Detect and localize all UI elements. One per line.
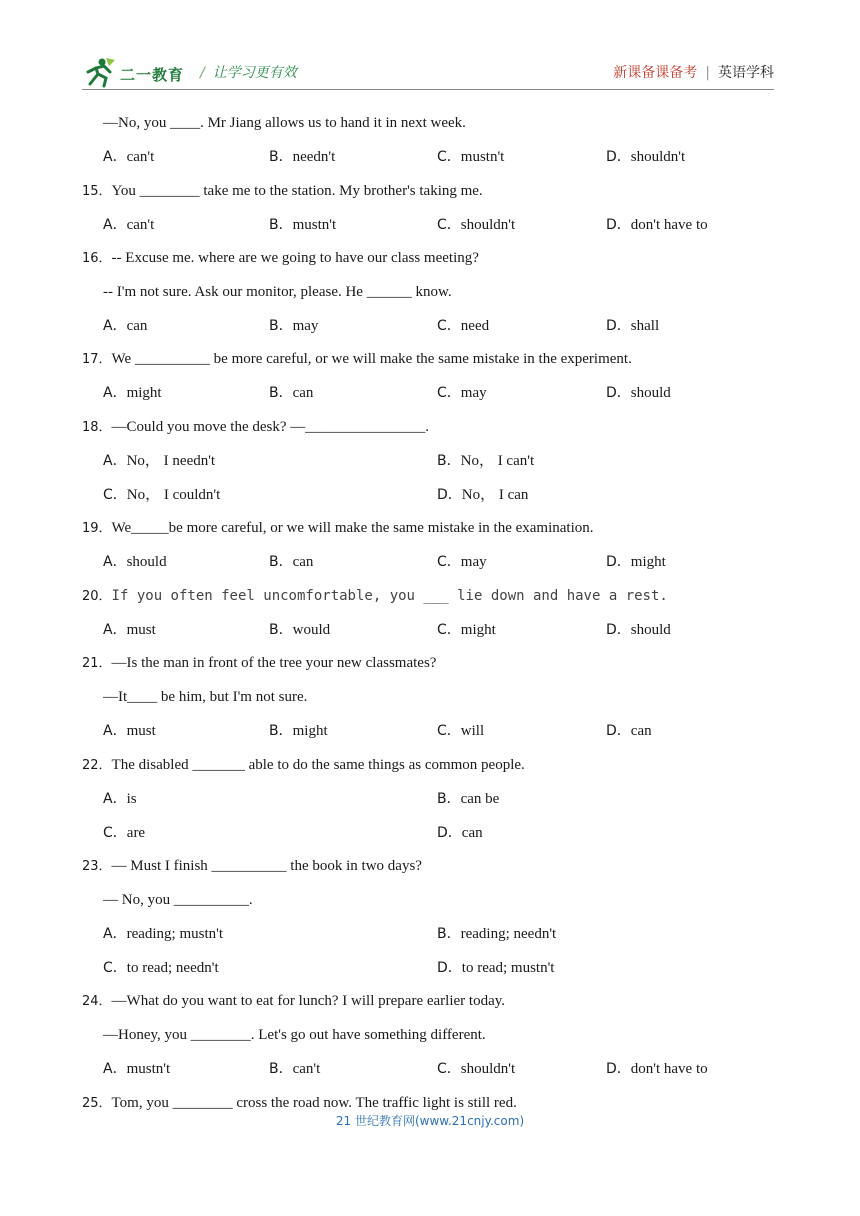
q15-option-d: D．don't have to xyxy=(606,217,708,233)
q14-option-b: B．needn't xyxy=(269,149,336,165)
header-course-label: 新课备课备考 xyxy=(613,65,698,81)
q23-line-2: — No, you __________. xyxy=(103,892,253,908)
q22-option-d: D．can xyxy=(437,825,483,841)
page-header xyxy=(82,54,774,90)
q14-option-c: C．mustn't xyxy=(437,149,505,165)
q24-option-d: D．don't have to xyxy=(606,1061,708,1077)
q21-stem: 21．—Is the man in front of the tree your new classmates? xyxy=(82,655,437,671)
q18-option-a: A．No， I needn't xyxy=(103,453,216,469)
slogan xyxy=(200,62,297,82)
q21-option-c: C．will xyxy=(437,723,485,739)
q17-option-b: B．can xyxy=(269,385,314,401)
q20-option-d: D．should xyxy=(606,622,671,638)
q14-option-a: A．can't xyxy=(103,149,155,165)
header-subject-label: 英语学科 xyxy=(718,65,774,81)
q20-stem: 20．If you often feel uncomfortable, you ___ lie down and have a rest. xyxy=(82,588,668,604)
slogan-separator: / xyxy=(200,65,205,81)
q22-option-c: C．are xyxy=(103,825,146,841)
q24-option-b: B．can't xyxy=(269,1061,321,1077)
q16-stem: 16．-- Excuse me. where are we going to have our class meeting? xyxy=(82,250,479,266)
header-rule xyxy=(82,89,774,90)
q19-stem: 19．We_____be more careful, or we will make the same mistake in the examination. xyxy=(82,520,594,536)
q21-option-a: A．must xyxy=(103,723,156,739)
q19-option-a: A．should xyxy=(103,554,167,570)
q15-stem: 15．You ________ take me to the station. My brother's taking me. xyxy=(82,183,483,199)
q23-stem: 23．— Must I finish __________ the book in two days? xyxy=(82,858,422,874)
runner-logo-icon xyxy=(82,56,118,88)
q22-stem: 22．The disabled _______ able to do the same things as common people. xyxy=(82,757,525,773)
q15-option-c: C．shouldn't xyxy=(437,217,516,233)
q23-option-a: A．reading; mustn't xyxy=(103,926,224,942)
q18-stem: 18．—Could you move the desk? —________________. xyxy=(82,419,430,435)
q16-option-b: B．may xyxy=(269,318,319,334)
q24-line-2: —Honey, you ________. Let's go out have something different. xyxy=(103,1027,486,1043)
q22-option-a: A．is xyxy=(103,791,137,807)
q19-option-c: C．may xyxy=(437,554,487,570)
q17-option-c: C．may xyxy=(437,385,487,401)
q17-option-d: D．should xyxy=(606,385,671,401)
header-subject xyxy=(613,62,774,82)
slogan-text: 让学习更有效 xyxy=(212,65,297,81)
q21-line-2: —It____ be him, but I'm not sure. xyxy=(103,689,308,705)
q21-option-b: B．might xyxy=(269,723,328,739)
q22-option-b: B．can be xyxy=(437,791,500,807)
q16-option-c: C．need xyxy=(437,318,490,334)
q24-option-c: C．shouldn't xyxy=(437,1061,516,1077)
logo xyxy=(82,56,192,88)
header-divider: | xyxy=(705,65,710,81)
q19-option-d: D．might xyxy=(606,554,666,570)
q25-stem: 25．Tom, you ________ cross the road now. The traffic light is still red. xyxy=(82,1095,517,1111)
q21-option-d: D．can xyxy=(606,723,652,739)
q16-option-a: A．can xyxy=(103,318,148,334)
q15-option-b: B．mustn't xyxy=(269,217,337,233)
q16-option-d: D．shall xyxy=(606,318,660,334)
q15-option-a: A．can't xyxy=(103,217,155,233)
q23-option-c: C．to read; needn't xyxy=(103,960,219,976)
q19-option-b: B．can xyxy=(269,554,314,570)
q23-option-b: B．reading; needn't xyxy=(437,926,557,942)
q16-line-2: -- I'm not sure. Ask our monitor, please. He ______ know. xyxy=(103,284,452,300)
q14-line-2: —No, you ____. Mr Jiang allows us to hand it in next week. xyxy=(103,115,466,131)
q17-option-a: A．might xyxy=(103,385,162,401)
q14-option-d: D．shouldn't xyxy=(606,149,686,165)
q23-option-d: D．to read; mustn't xyxy=(437,960,555,976)
q18-option-b: B．No， I can't xyxy=(437,453,535,469)
q20-option-a: A．must xyxy=(103,622,156,638)
q20-option-b: B．would xyxy=(269,622,331,638)
q24-stem: 24．—What do you want to eat for lunch? I will prepare earlier today. xyxy=(82,993,506,1009)
q17-stem: 17．We __________ be more careful, or we will make the same mistake in the experiment. xyxy=(82,351,632,367)
q24-option-a: A．mustn't xyxy=(103,1061,171,1077)
logo-text: 二一教育 xyxy=(120,66,185,84)
page-footer: 21 世纪教育网(www.21cnjy.com) xyxy=(335,1114,525,1128)
q20-option-c: C．might xyxy=(437,622,496,638)
q18-option-d: D．No， I can xyxy=(437,487,529,503)
q18-option-c: C．No， I couldn't xyxy=(103,487,221,503)
